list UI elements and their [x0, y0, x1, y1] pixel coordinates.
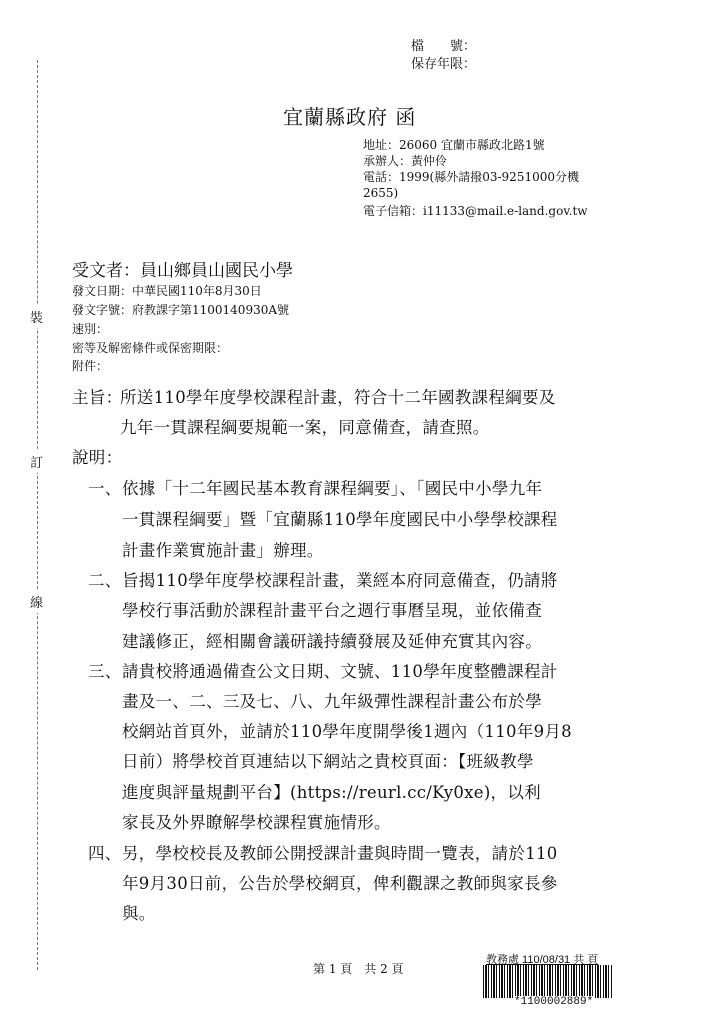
phone-ext: 2655) — [363, 186, 399, 200]
binding-mark-ding: 訂 — [30, 450, 43, 473]
binding-mark-xian: 線 — [30, 590, 43, 613]
attachment: 附件： — [72, 359, 109, 373]
item-line: 與。 — [122, 904, 156, 923]
barcode-number: *1100002889* — [514, 996, 594, 1008]
subject-label: 主旨： — [72, 388, 123, 407]
issue-number: 發文字號：府教課字第1100140930A號 — [72, 303, 290, 317]
handler: 承辦人：黃仲伶 — [363, 154, 448, 168]
urgency: 速別： — [72, 322, 109, 336]
item-line: 建議修正，經相關會議研議持續發展及延伸充實其內容。 — [122, 632, 542, 651]
address: 地址：26060 宜蘭市縣政北路1號 — [363, 138, 545, 152]
item-line: 畫及一、二、三及七、八、九年級彈性課程計畫公布於學 — [122, 692, 542, 711]
item-line: 請貴校將通過備查公文日期、文號、110學年度整體課程計 — [122, 662, 558, 681]
page-number: 第 1 頁 共 2 頁 — [313, 962, 404, 976]
item-line: 另，學校校長及教師公開授課計畫與時間一覽表，請於110 — [122, 844, 558, 863]
item-line: 校網站首頁外，並請於110學年度開學後1週內（110年9月8 — [122, 722, 572, 741]
item-number: 二、 — [88, 571, 122, 590]
item-number: 四、 — [88, 844, 122, 863]
binding-mark-zhuang: 裝 — [30, 305, 43, 328]
item-line: 日前）將學校首頁連結以下網站之貴校頁面：【班級教學 — [122, 752, 534, 771]
item-line: 依據「十二年國民基本教育課程綱要」、「國民中小學九年 — [122, 479, 543, 498]
item-line: 計畫作業實施計畫」辦理。 — [122, 541, 324, 560]
item-line: 學校行事活動於課程計畫平台之週行事曆呈現，並依備查 — [122, 601, 542, 620]
item-number: 一、 — [88, 479, 122, 498]
secrecy: 密等及解密條件或保密期限： — [72, 341, 229, 355]
binding-line — [37, 60, 38, 970]
item-line: 家長及外界瞭解學校課程實施情形。 — [122, 813, 391, 832]
item-number: 三、 — [88, 662, 122, 681]
item-line: 年9月30日前，公告於學校網頁，俾利觀課之教師與家長參 — [122, 874, 558, 893]
phone: 電話：1999(縣外請撥03-9251000分機 — [363, 170, 579, 184]
recipient: 受文者：員山鄉員山國民小學 — [72, 261, 293, 281]
retention-label: 保存年限： — [411, 57, 477, 72]
document-title: 宜蘭縣政府 函 — [283, 105, 417, 129]
item-line: 進度與評量規劃平台】(https://reurl.cc/Ky0xe)，以利 — [122, 783, 541, 802]
item-line: 旨揭110學年度學校課程計畫，業經本府同意備查，仍請將 — [122, 571, 558, 590]
receipt-stamp: 教務處 110/08/31 共 頁 — [486, 954, 599, 966]
email: 電子信箱：i11133@mail.e-land.gov.tw — [363, 204, 588, 218]
subject-line: 所送110學年度學校課程計畫，符合十二年國教課程綱要及 — [120, 388, 556, 407]
file-number-label: 檔 號： — [411, 39, 477, 54]
issue-date: 發文日期：中華民國110年8月30日 — [72, 284, 262, 298]
subject-line: 九年一貫課程綱要規範一案，同意備查，請查照。 — [120, 418, 490, 437]
explanation-label: 說明： — [72, 448, 123, 467]
item-line: 一貫課程綱要」暨「宜蘭縣110學年度國民中小學學校課程 — [122, 510, 558, 529]
